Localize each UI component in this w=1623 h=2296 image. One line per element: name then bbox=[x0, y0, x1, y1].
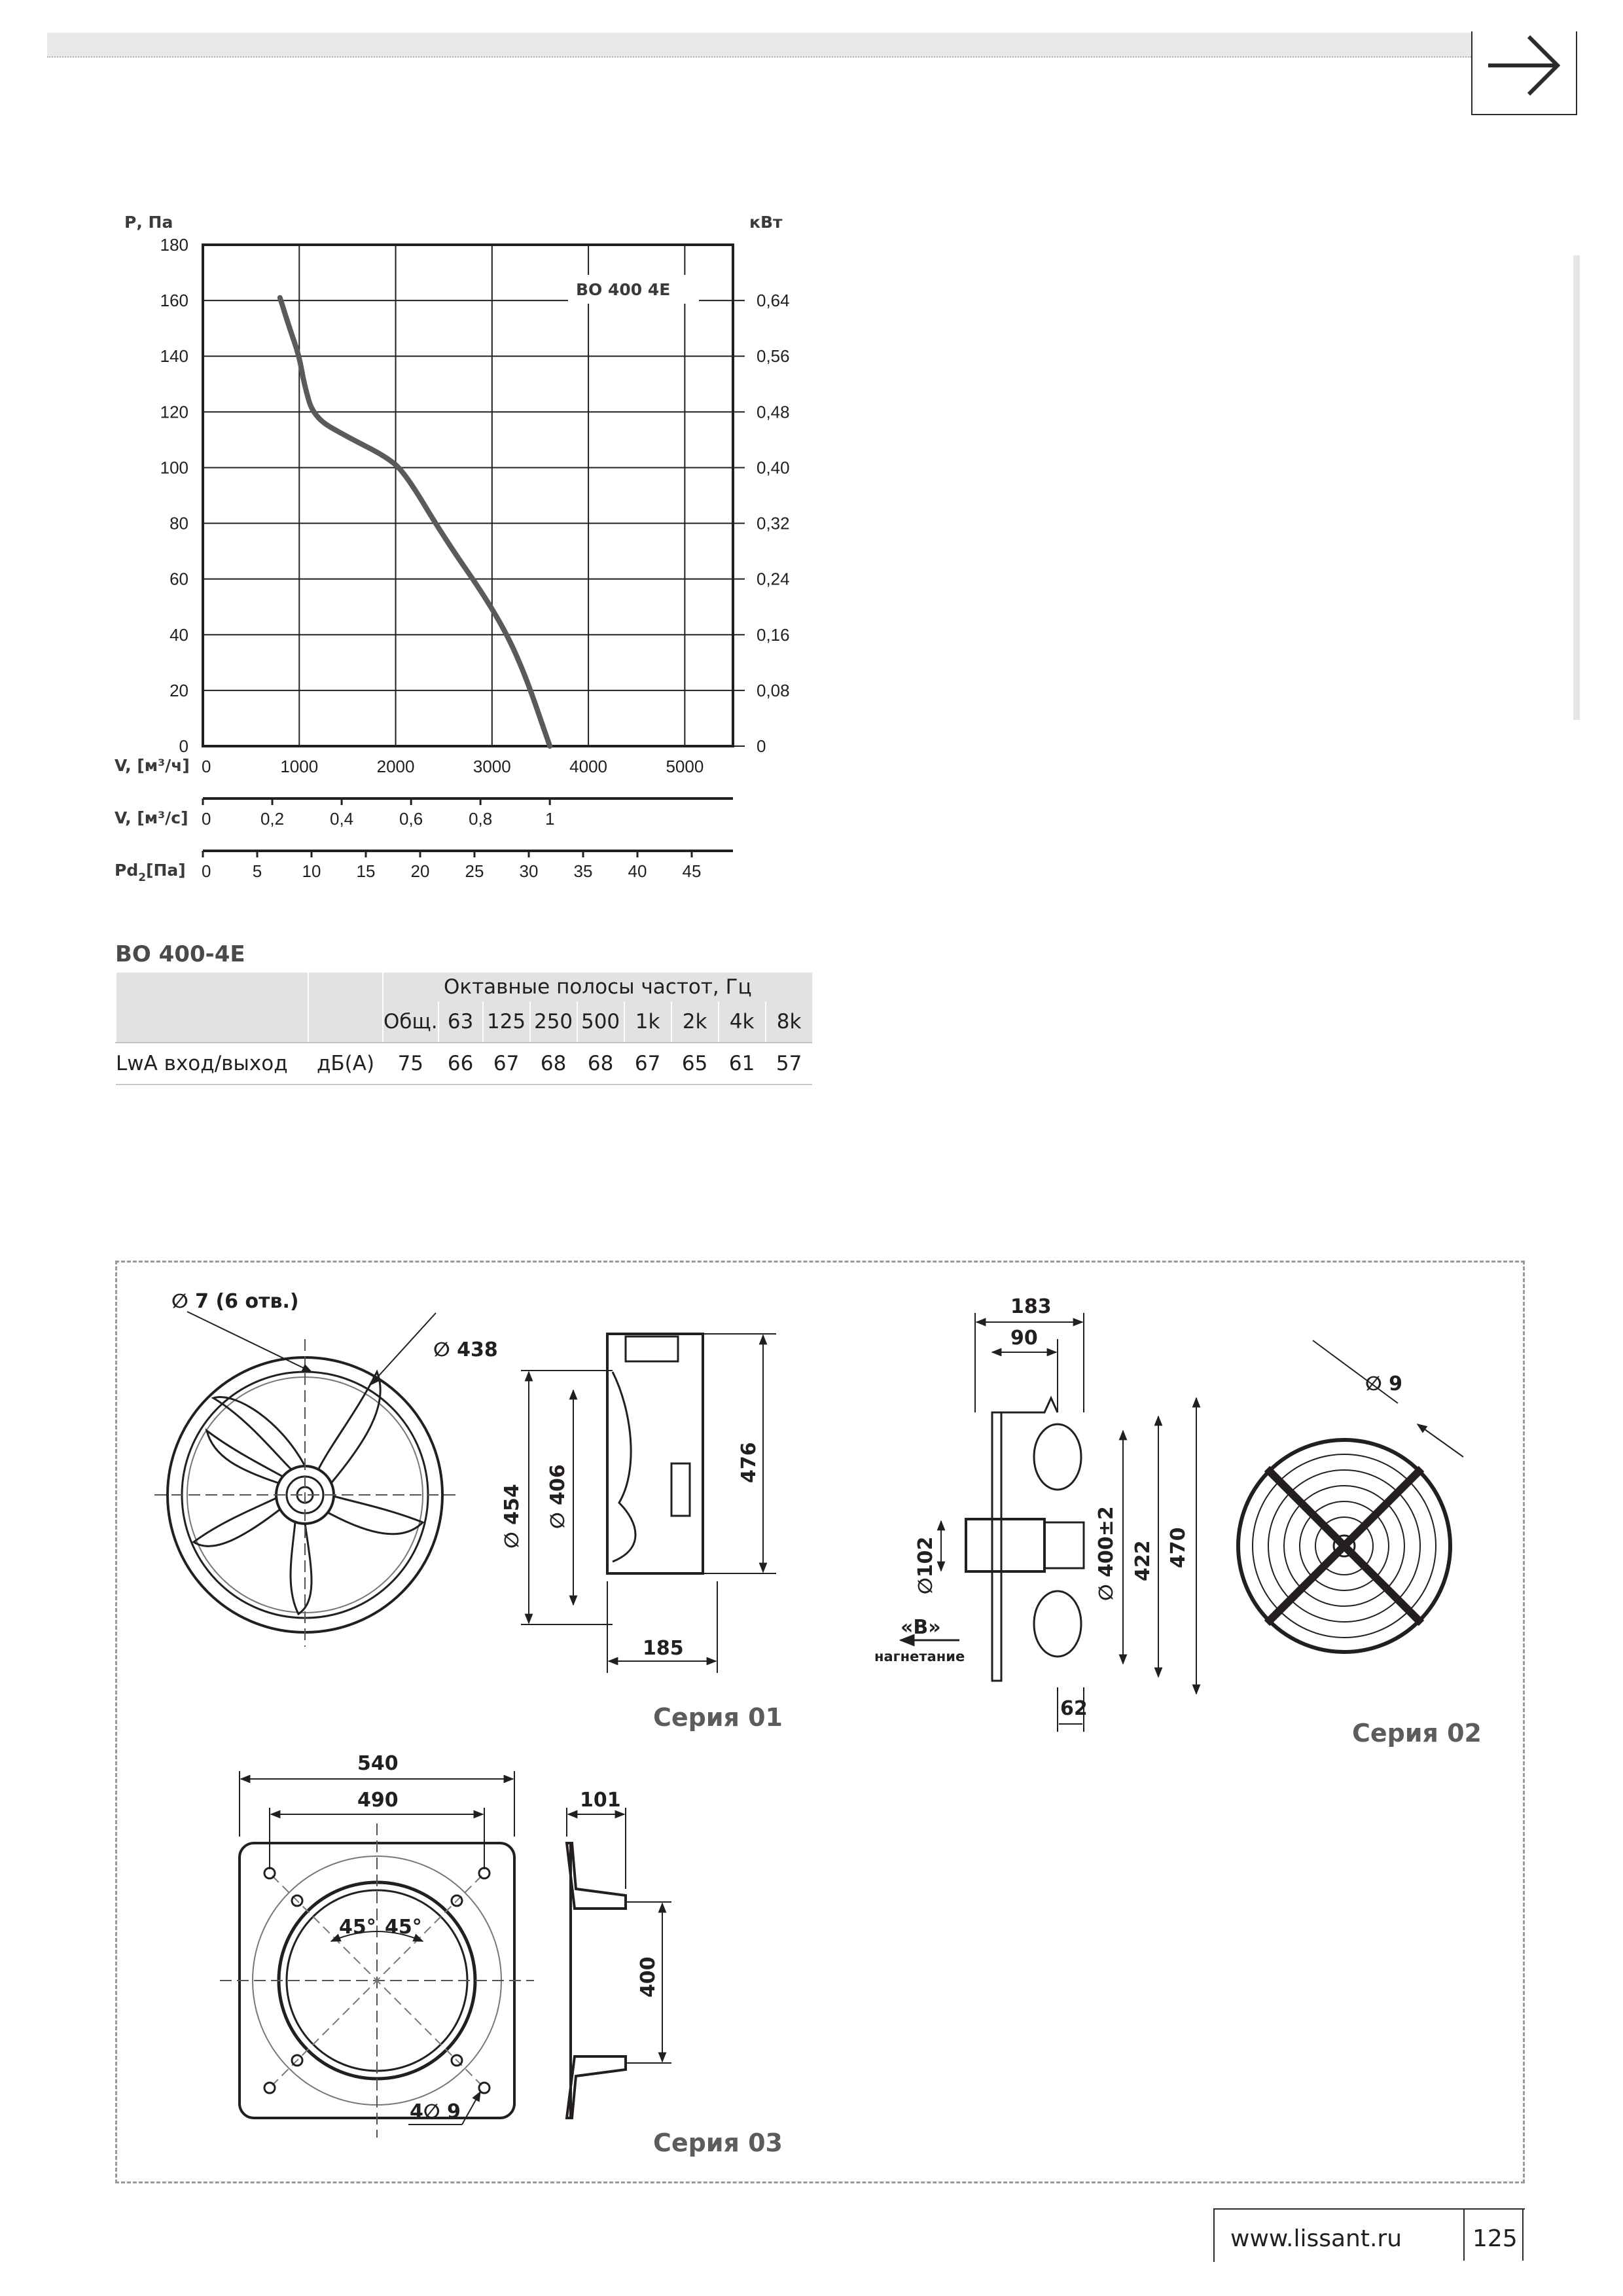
footer-divider bbox=[1522, 2208, 1524, 2261]
x-axis-label: V, [м³/с] bbox=[115, 808, 188, 827]
y-tick-label: 100 bbox=[160, 457, 188, 478]
next-page-button[interactable] bbox=[1471, 31, 1577, 115]
x-tick-label: 35 bbox=[573, 861, 593, 881]
y-tick-label: 120 bbox=[160, 402, 188, 422]
x-tick-label: 0,8 bbox=[469, 809, 493, 829]
y-right-tick-label: 0,40 bbox=[757, 457, 790, 478]
table-cell: 57 bbox=[766, 1043, 812, 1085]
dim-490: 490 bbox=[357, 1789, 399, 1812]
chart-grid bbox=[203, 245, 733, 746]
dim-holes-s03: 4∅ 9 bbox=[410, 2100, 461, 2123]
x-tick-label: 20 bbox=[410, 861, 430, 881]
table-cell: 68 bbox=[530, 1043, 577, 1085]
dim-d9: ∅ 9 bbox=[1365, 1372, 1403, 1395]
dim-400: 400 bbox=[637, 1956, 660, 1998]
x-tick-label: 0,6 bbox=[399, 809, 423, 829]
caption-series03: Серия 03 bbox=[653, 2128, 783, 2157]
arrow-right-icon bbox=[1472, 31, 1576, 114]
flow-text: нагнетание bbox=[874, 1649, 965, 1664]
y-tick-label: 20 bbox=[169, 680, 188, 700]
y-right-tick-label: 0,08 bbox=[757, 680, 790, 700]
table-header-row-2 bbox=[116, 1001, 812, 1043]
y-tick-label: 180 bbox=[160, 235, 188, 255]
row-unit: дБ(А) bbox=[308, 1043, 383, 1085]
table-title: ВО 400-4Е bbox=[115, 941, 245, 967]
x-axis-label-main: Pd bbox=[115, 861, 139, 880]
column-header: 2k bbox=[671, 1001, 719, 1043]
y-right-tick-label: 0,24 bbox=[757, 569, 790, 589]
dim-470: 470 bbox=[1167, 1527, 1190, 1568]
y-right-tick-label: 0,64 bbox=[757, 291, 790, 311]
table-cell: 61 bbox=[719, 1043, 766, 1085]
table-corner-cell bbox=[308, 1001, 383, 1043]
octave-table bbox=[115, 973, 812, 1085]
y-tick-label: 0 bbox=[179, 736, 188, 756]
x-tick-label: 2000 bbox=[376, 757, 415, 776]
y-right-tick-label: 0 bbox=[757, 736, 766, 756]
table-corner-cell bbox=[308, 973, 383, 1001]
caption-series01: Серия 01 bbox=[653, 1703, 783, 1732]
dim-101: 101 bbox=[580, 1789, 621, 1812]
y-tick-label: 80 bbox=[169, 513, 188, 533]
table-header-row-1 bbox=[116, 973, 812, 1001]
dim-438: ∅ 438 bbox=[433, 1338, 498, 1361]
y-right-label: кВт bbox=[749, 213, 783, 232]
x-tick-label: 15 bbox=[356, 861, 376, 881]
header-group: Октавные полосы частот, Гц bbox=[383, 973, 812, 1001]
footer-url[interactable]: www.lissant.ru bbox=[1230, 2225, 1402, 2252]
y-right-tick-label: 0,32 bbox=[757, 513, 790, 533]
y-tick-label: 140 bbox=[160, 346, 188, 367]
x-tick-label: 0 bbox=[202, 861, 211, 881]
flow-label: «В» bbox=[901, 1616, 941, 1639]
x-tick-label: 3000 bbox=[473, 757, 511, 776]
dim-62: 62 bbox=[1060, 1697, 1088, 1720]
table-cell: 65 bbox=[671, 1043, 719, 1085]
caption-series02: Серия 02 bbox=[1352, 1719, 1482, 1748]
x-tick-label: 40 bbox=[628, 861, 647, 881]
angle-45-left: 45° bbox=[339, 1916, 376, 1939]
table-corner-cell bbox=[116, 1001, 308, 1043]
header-bar bbox=[47, 33, 1471, 58]
column-header: 63 bbox=[438, 1001, 483, 1043]
column-header: 8k bbox=[766, 1001, 812, 1043]
table-cell: 67 bbox=[624, 1043, 671, 1085]
row-label: LwA вход/выход bbox=[116, 1043, 308, 1085]
x-tick-label: 0,2 bbox=[260, 809, 285, 829]
column-header: 1k bbox=[624, 1001, 671, 1043]
table-row bbox=[116, 1043, 812, 1085]
column-header: Общ. bbox=[383, 1001, 438, 1043]
x-axis-label bbox=[115, 861, 186, 884]
dim-422: 422 bbox=[1132, 1540, 1154, 1581]
x-tick-label: 4000 bbox=[569, 757, 608, 776]
y-tick-label: 40 bbox=[169, 624, 188, 645]
technical-drawings bbox=[115, 1261, 1522, 2181]
y-right-tick-label: 0,16 bbox=[757, 624, 790, 645]
x-axis-label-sub: 2 bbox=[138, 871, 147, 884]
angle-45-right: 45° bbox=[385, 1916, 422, 1939]
table-cell: 67 bbox=[483, 1043, 530, 1085]
x-tick-label: 0 bbox=[202, 757, 211, 776]
dim-185: 185 bbox=[643, 1637, 684, 1660]
series03-flange-side bbox=[567, 1789, 671, 2118]
y-right-tick-label: 0,48 bbox=[757, 402, 790, 422]
x-tick-label: 45 bbox=[682, 861, 702, 881]
table-cell: 75 bbox=[383, 1043, 438, 1085]
x-tick-label: 1 bbox=[544, 809, 555, 829]
dim-90: 90 bbox=[1010, 1327, 1038, 1350]
column-header: 250 bbox=[530, 1001, 577, 1043]
x-tick-label: 25 bbox=[465, 861, 484, 881]
dim-183: 183 bbox=[1010, 1295, 1052, 1318]
side-marker bbox=[1573, 255, 1580, 720]
y-right-tick-label: 0,56 bbox=[757, 346, 790, 367]
x-tick-label: 1000 bbox=[280, 757, 319, 776]
dim-holes-s01: ∅ 7 (6 отв.) bbox=[171, 1290, 299, 1313]
x-tick-label: 0,4 bbox=[329, 809, 354, 829]
x-axis-label: V, [м³/ч] bbox=[115, 756, 190, 775]
series02-grille-view bbox=[1238, 1340, 1463, 1652]
y-tick-label: 160 bbox=[160, 291, 188, 311]
y-tick-label: 60 bbox=[169, 569, 188, 589]
footer-divider bbox=[1463, 2208, 1465, 2261]
series02-side-view bbox=[874, 1295, 1196, 1732]
x-tick-label: 30 bbox=[519, 861, 539, 881]
series01-side-view bbox=[501, 1334, 776, 1673]
dim-540: 540 bbox=[357, 1752, 399, 1775]
series-line-bo400 bbox=[280, 298, 550, 746]
x-tick-label: 0 bbox=[202, 809, 211, 829]
column-header: 125 bbox=[483, 1001, 530, 1043]
series03-flange-view bbox=[220, 1752, 534, 2138]
x-tick-label: 5 bbox=[252, 861, 262, 881]
performance-chart bbox=[105, 203, 825, 897]
y-left-label: Р, Па bbox=[124, 213, 173, 232]
table-cell: 66 bbox=[438, 1043, 483, 1085]
dim-406: ∅ 406 bbox=[546, 1464, 569, 1529]
dim-d102: ∅102 bbox=[914, 1536, 937, 1594]
page-number: 125 bbox=[1472, 2225, 1518, 2252]
dim-d400: ∅ 400±2 bbox=[1095, 1506, 1118, 1601]
column-header: 500 bbox=[577, 1001, 624, 1043]
table-corner-cell bbox=[116, 973, 308, 1001]
x-tick-label: 5000 bbox=[666, 757, 704, 776]
plot-frame bbox=[203, 245, 733, 746]
column-header: 4k bbox=[719, 1001, 766, 1043]
chart-title: ВО 400 4Е bbox=[576, 280, 671, 299]
table-cell: 68 bbox=[577, 1043, 624, 1085]
dim-476: 476 bbox=[738, 1442, 760, 1483]
series01-front-view bbox=[154, 1290, 498, 1647]
dim-454: ∅ 454 bbox=[501, 1484, 524, 1549]
x-axis-label-tail: [Па] bbox=[146, 861, 186, 880]
x-tick-label: 10 bbox=[302, 861, 321, 881]
